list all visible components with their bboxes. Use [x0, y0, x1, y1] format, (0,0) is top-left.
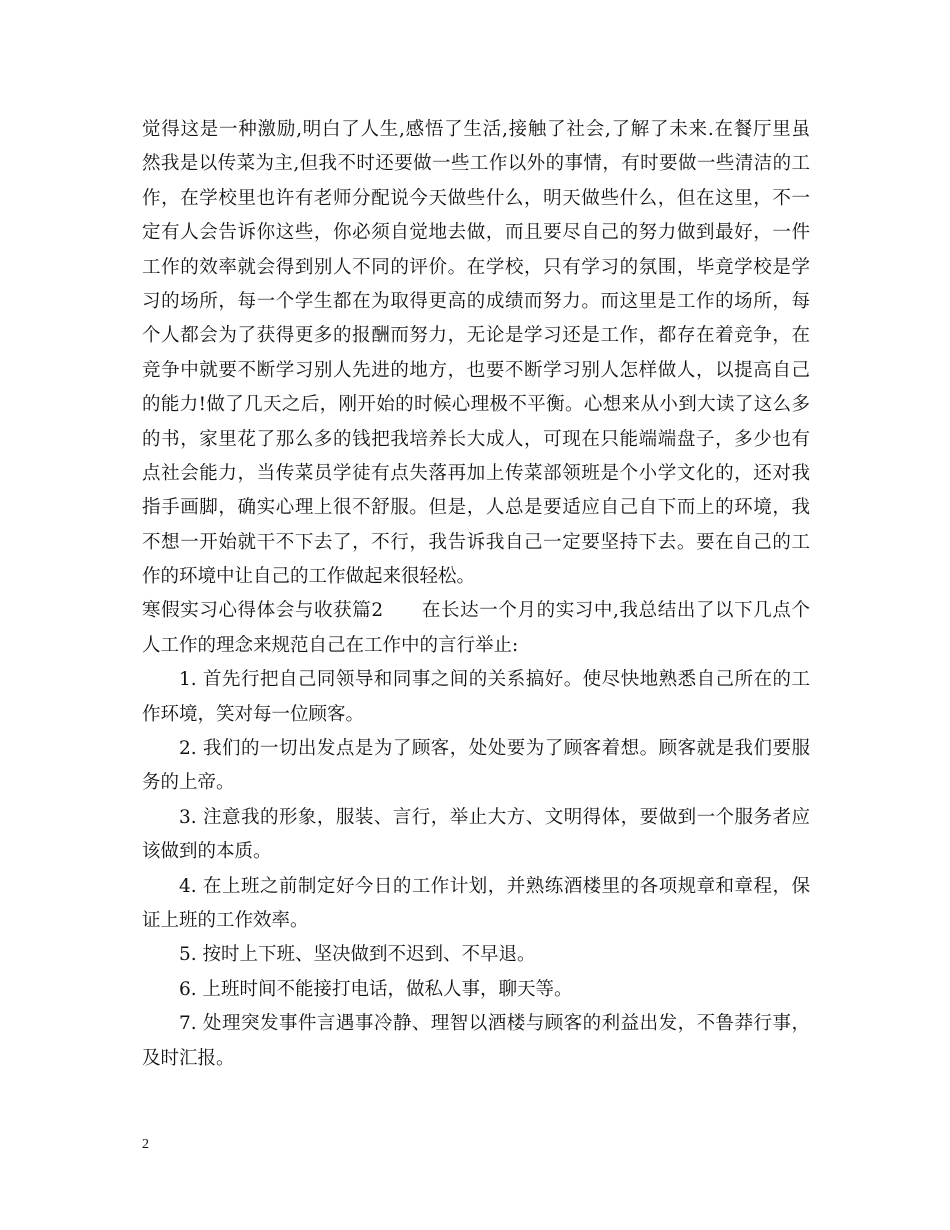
text-line: 然我是以传菜为主,但我不时还要做一些工作以外的事情，有时要做一些清洁的工: [142, 153, 810, 175]
body-text: [142, 113, 810, 1076]
text-line: 竞争中就要不断学习别人先进的地方，也要不断学习别人怎样做人，以提高自己: [142, 359, 810, 381]
text-line: 觉得这是一种激励,明白了人生,感悟了生活,接触了社会,了解了未来.在餐厅里虽: [142, 119, 810, 140]
text-line: 点社会能力，当传菜员学徒有点失落再加上传菜部领班是个小学文化的，还对我: [142, 462, 810, 484]
text-line: 的书，家里花了那么多的钱把我培养长大成人，可现在只能端端盘子，多少也有: [142, 428, 810, 450]
list-item-1-continued: 作环境，笑对每一位顾客。: [142, 703, 365, 725]
text-line: 工作的效率就会得到别人不同的评价。在学校，只有学习的氛围，毕竟学校是学: [142, 256, 810, 278]
text-line: 的能力!做了几天之后，刚开始的时候心理极不平衡。心想来从小到大读了这么多: [142, 394, 810, 416]
list-item-3: 3. 注意我的形象，服装、言行，举止大方、文明得体，要做到一个服务者应: [179, 806, 810, 828]
list-item-6: 6. 上班时间不能接打电话，做私人事，聊天等。: [179, 978, 573, 1000]
text-line: 习的场所，每一个学生都在为取得更高的成绩而努力。而这里是工作的场所，每: [142, 290, 810, 312]
list-item-1: 1. 首先行把自己同领导和同事之间的关系搞好。使尽快地熟悉自己所在的工: [179, 669, 810, 691]
page-number: 2: [142, 1137, 149, 1152]
text-line: 作的环境中让自己的工作做起来很轻松。: [142, 566, 476, 588]
text-line: 个人都会为了获得更多的报酬而努力，无论是学习还是工作，都存在着竞争，在: [142, 325, 810, 347]
text-line: 作，在学校里也许有老师分配说今天做些什么，明天做些什么，但在这里，不一: [142, 187, 810, 209]
list-item-7-continued: 及时汇报。: [142, 1047, 235, 1069]
list-item-7: 7. 处理突发事件言遇事冷静、理智以酒楼与顾客的利益出发，不鲁莽行事，: [179, 1013, 810, 1035]
section-heading-line: 寒假实习心得体会与收获篇2 在长达一个月的实习中,我总结出了以下几点个: [142, 600, 810, 622]
text-line: 人工作的理念来规范自己在工作中的言行举止:: [142, 634, 519, 656]
text-line: 不想一开始就干不下去了，不行，我告诉我自己一定要坚持下去。要在自己的工: [142, 531, 810, 553]
list-item-5: 5. 按时上下班、坚决做到不迟到、不早退。: [179, 944, 536, 966]
list-item-4: 4. 在上班之前制定好今日的工作计划，并熟练酒楼里的各项规章和章程，保: [179, 875, 810, 897]
list-item-2: 2. 我们的一切出发点是为了顾客，处处要为了顾客着想。顾客就是我们要服: [179, 738, 810, 760]
list-item-2-continued: 务的上帝。: [142, 772, 235, 794]
list-item-4-continued: 证上班的工作效率。: [142, 909, 309, 931]
text-line: 指手画脚，确实心理上很不舒服。但是，人总是要适应自己自下而上的环境，我: [142, 497, 810, 519]
list-item-3-continued: 该做到的本质。: [142, 841, 272, 863]
text-line: 定有人会告诉你这些，你必须自觉地去做，而且要尽自己的努力做到最好，一件: [142, 222, 810, 244]
